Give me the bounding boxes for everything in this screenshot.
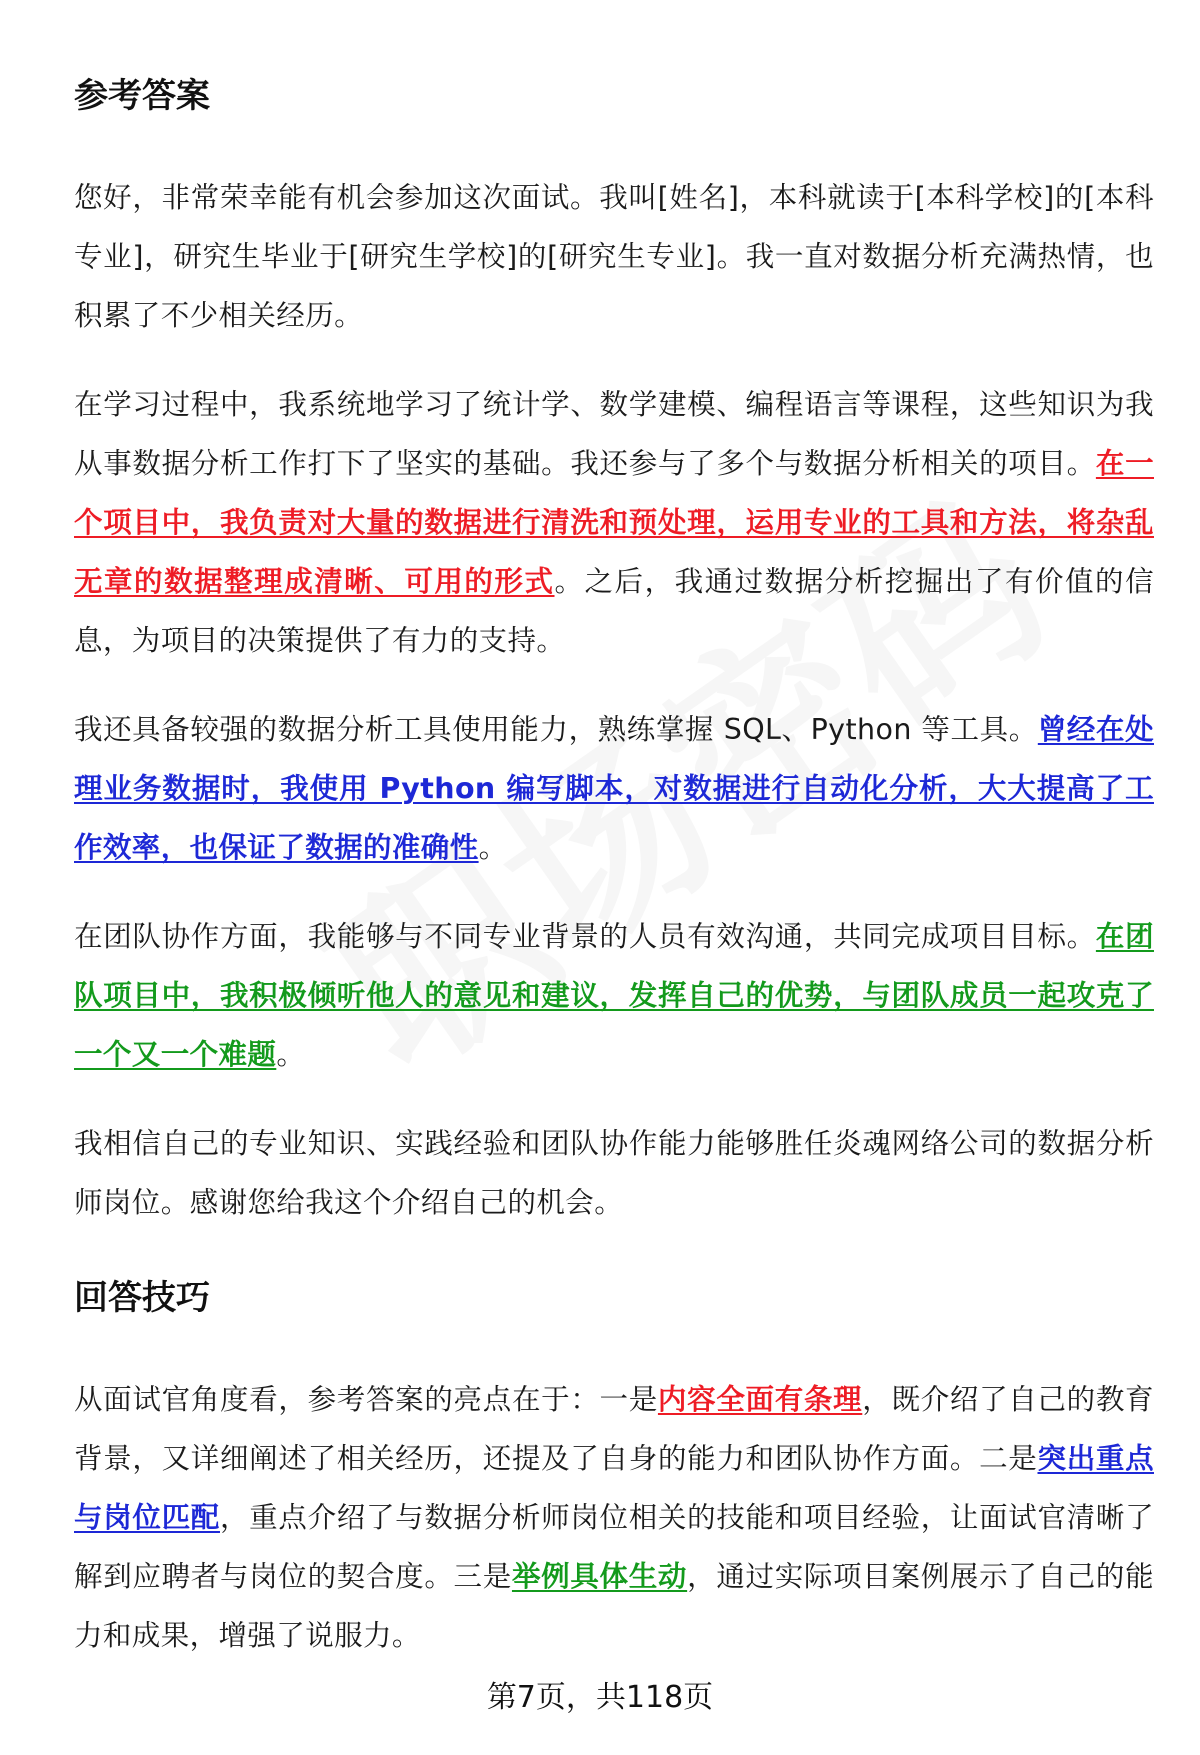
text-segment: 我还具备较强的数据分析工具使用能力，熟练掌握 SQL、Python 等工具。 xyxy=(74,713,1038,746)
paragraph-study xyxy=(74,375,1154,670)
text-segment: 。 xyxy=(478,831,508,864)
text-segment: 。之后，我通过数据分析挖掘出了有价值的信息，为项目的决策提供了有力的支持。 xyxy=(74,565,1154,657)
paragraph-intro: 您好，非常荣幸能有机会参加这次面试。我叫[姓名]，本科就读于[本科学校]的[本科专业]，研究生毕业于[研究生学校]的[研究生专业]。我一直对数据分析充满热情，也积累了不少相关经历。 xyxy=(74,181,1154,332)
highlight-red-comprehensive: 内容全面有条理 xyxy=(657,1383,863,1416)
highlight-blue-match: 突出重点与岗位匹配 xyxy=(74,1442,1154,1534)
document-content xyxy=(74,68,1154,1665)
highlight-green-example: 举例具体生动 xyxy=(511,1560,688,1593)
paragraph-tips xyxy=(74,1370,1154,1665)
paragraph-closing: 我相信自己的专业知识、实践经验和团队协作能力能够胜任炎魂网络公司的数据分析师岗位。感谢您给我这个介绍自己的机会。 xyxy=(74,1127,1154,1219)
text-segment: ，重点介绍了与数据分析师岗位相关的技能和项目经验，让面试官清晰了解到应聘者与岗位的契合度。三是 xyxy=(74,1501,1154,1593)
highlight-green-team: 在团队项目中，我积极倾听他人的意见和建议，发挥自己的优势，与团队成员一起攻克了一个又一个难题 xyxy=(74,920,1154,1071)
text-segment: ，通过实际项目案例展示了自己的能力和成果，增强了说服力。 xyxy=(74,1560,1154,1652)
paragraph-teamwork xyxy=(74,907,1154,1084)
paragraph-tools xyxy=(74,700,1154,877)
section-heading-answer-tips: 回答技巧 xyxy=(74,1278,210,1318)
text-segment: 。 xyxy=(276,1038,306,1071)
section-heading-reference-answer: 参考答案 xyxy=(74,76,210,116)
text-segment: 在团队协作方面，我能够与不同专业背景的人员有效沟通，共同完成项目目标。 xyxy=(74,920,1096,953)
text-segment: 从面试官角度看，参考答案的亮点在于：一是 xyxy=(74,1383,658,1416)
highlight-red-project: 在一个项目中，我负责对大量的数据进行清洗和预处理，运用专业的工具和方法，将杂乱无章的数据整理成清晰、可用的形式 xyxy=(74,447,1154,598)
highlight-blue-python: 曾经在处理业务数据时，我使用 Python 编写脚本，对数据进行自动化分析，大大提高了工作效率，也保证了数据的准确性 xyxy=(74,713,1154,864)
text-segment: 在学习过程中，我系统地学习了统计学、数学建模、编程语言等课程，这些知识为我从事数据分析工作打下了坚实的基础。我还参与了多个与数据分析相关的项目。 xyxy=(74,388,1154,480)
text-segment: ，既介绍了自己的教育背景，又详细阐述了相关经历，还提及了自身的能力和团队协作方面。二是 xyxy=(74,1383,1154,1475)
page-number-footer: 第7页，共118页 xyxy=(486,1680,714,1715)
